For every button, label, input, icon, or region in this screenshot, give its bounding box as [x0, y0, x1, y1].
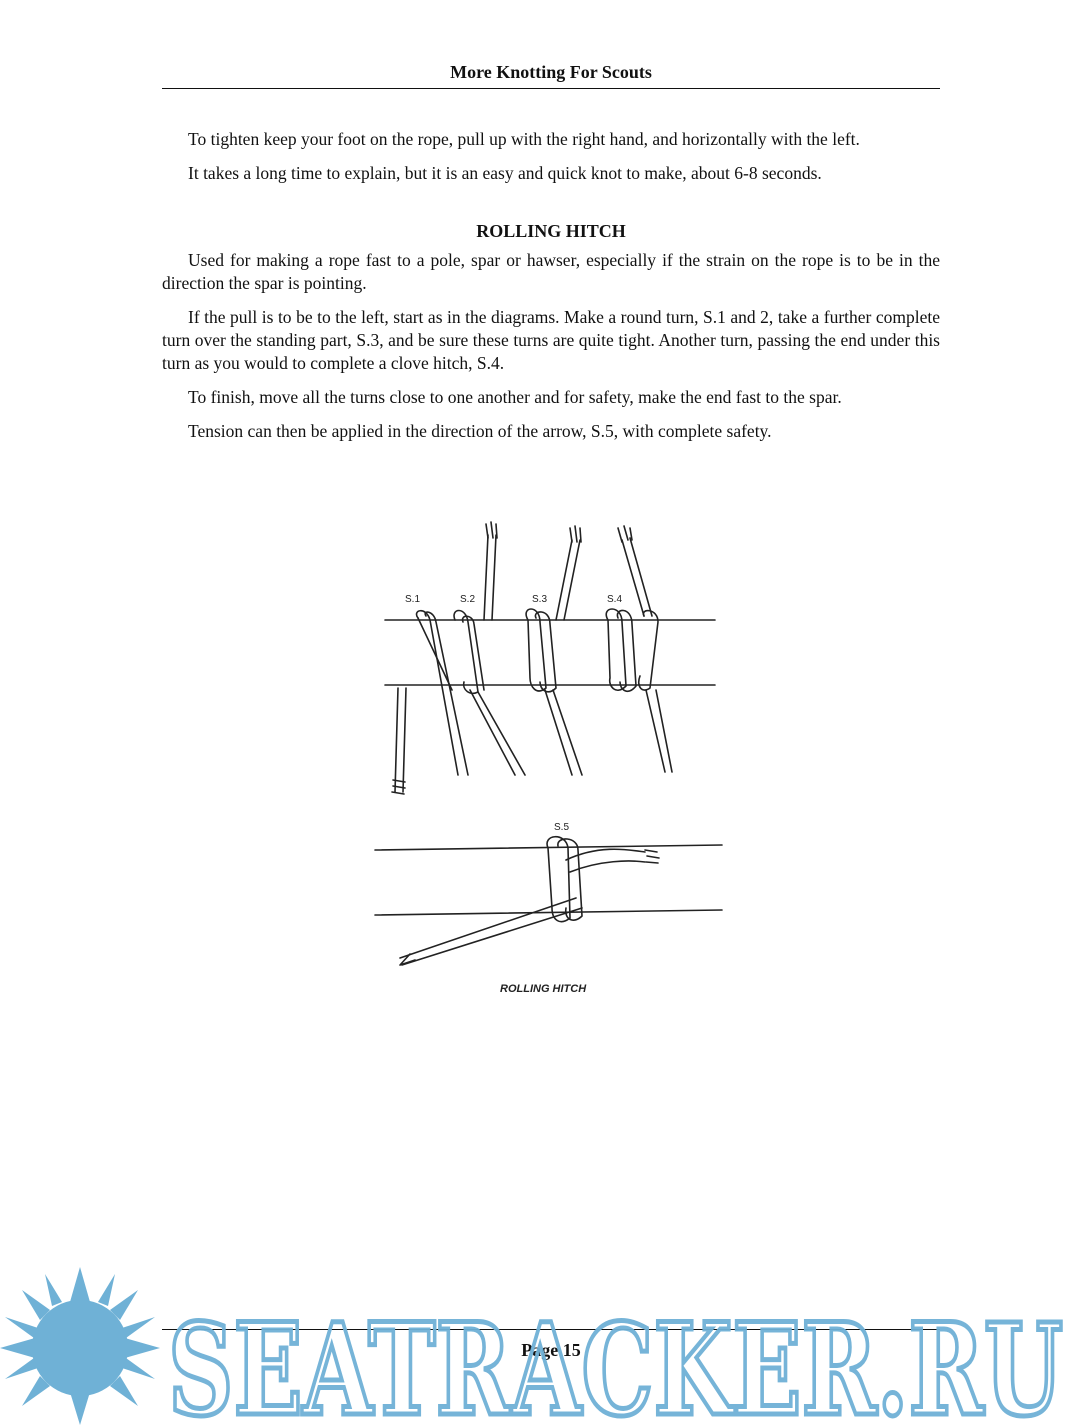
sun-logo [0, 1267, 160, 1425]
spar-bottom-edge [375, 910, 722, 915]
paragraph: To finish, move all the turns close to one another and for safety, make the end fast to the spar. [188, 387, 842, 407]
step-label: S.3 [532, 594, 548, 605]
knot-step-s1 [417, 611, 468, 775]
paragraph: Tension can then be applied in the direction of the arrow, S.5, with complete safety. [188, 421, 772, 441]
rope-end [392, 688, 406, 794]
step-label: S.2 [460, 594, 476, 605]
step-label: S.5 [554, 822, 570, 833]
knot-step-s3 [526, 526, 582, 775]
step-label: S.4 [607, 594, 623, 605]
page-number: Page 15 [521, 1340, 581, 1360]
knot-step-s5 [400, 837, 659, 965]
knot-step-s4 [606, 526, 672, 772]
paragraph: Used for making a rope fast to a pole, spar or hawser, especially if the strain on the rope is to be in the direction the spar is pointing. [162, 250, 940, 293]
rolling-hitch-diagram [360, 510, 740, 1000]
paragraph: To tighten keep your foot on the rope, pull up with the right hand, and horizontally with the left. [188, 129, 860, 149]
paragraph: If the pull is to be to the left, start as in the diagrams. Make a round turn, S.1 and 2, take a further complete turn over the standing part, S.3, and be sure these turns are quite tight. Another turn, passing the end under this turn as you would to complete a clove hitch, S.4. [162, 307, 940, 373]
footer-rule [162, 1329, 940, 1330]
paragraph: It takes a long time to explain, but it is an easy and quick knot to make, about 6-8 seconds. [188, 163, 822, 183]
page-body [162, 128, 940, 454]
figure-caption: ROLLING HITCH [500, 983, 587, 995]
watermark-text: SEATRACKER.RU [168, 1296, 1063, 1425]
section-heading: ROLLING HITCH [476, 221, 626, 241]
running-header: More Knotting For Scouts [162, 62, 940, 89]
knot-step-s2 [454, 522, 525, 775]
step-label: S.1 [405, 594, 421, 605]
